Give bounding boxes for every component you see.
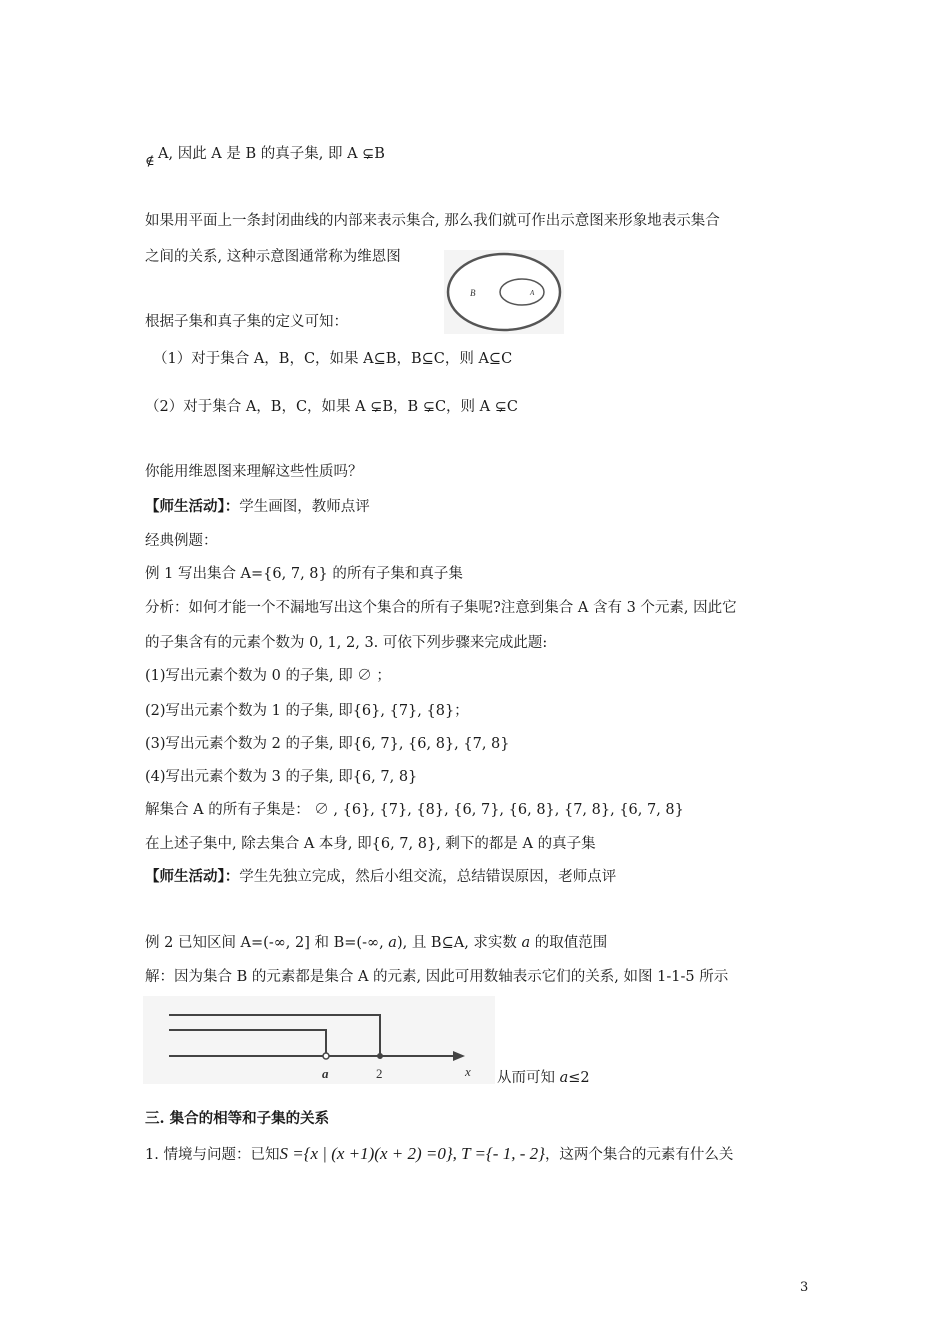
text-line-4: 根据子集和真子集的定义可知： xyxy=(145,314,348,330)
section-heading: 三. 集合的相等和子集的关系 xyxy=(145,1110,330,1127)
text-line-10: 例 1 写出集合 A={6, 7, 8} 的所有子集和真子集 xyxy=(145,566,463,582)
closed-point-2 xyxy=(377,1053,383,1059)
text-line-21: 解：因为集合 B 的元素都是集合 A 的元素, 因此可用数轴表示它们的关系, 如图 1-1-5 所示 xyxy=(145,969,729,985)
text-line-15: (3)写出元素个数为 2 的子集, 即{6, 7}, {6, 8}, {7, 8} xyxy=(145,736,510,752)
text-line-14: (2)写出元素个数为 1 的子集, 即{6}, {7}, {8}； xyxy=(145,703,469,719)
text-line-2: 如果用平面上一条封闭曲线的内部来表示集合, 那么我们就可作出示意图来形象地表示集合 xyxy=(145,213,720,229)
text-line-5: （1）对于集合 A，B，C，如果 A⊆B，B⊆C，则 A⊆C xyxy=(153,351,513,367)
text-line-7: 你能用维恩图来理解这些性质吗？ xyxy=(145,464,363,480)
text-line-6: （2）对于集合 A，B，C，如果 A ⊊B，B ⊊C，则 A ⊊C xyxy=(145,399,518,415)
activity-label: 【师生活动】： xyxy=(145,498,240,515)
text-line-20: 例 2 已知区间 A=(-∞, 2] 和 B=(-∞, a), 且 B⊆A, 求实数 a 的取值范围 xyxy=(145,935,608,951)
text-line-19: 【师生活动】：学生先独立完成，然后小组交流，总结错误原因，老师点评 xyxy=(145,868,617,885)
math-expression: S ={x | (x +1)(x + 2) =0}, T ={- 1, - 2} xyxy=(279,1144,545,1163)
venn-label-A: A xyxy=(530,289,535,297)
venn-inner-set-A xyxy=(500,279,544,305)
venn-label-B: B xyxy=(470,288,476,298)
text-line-3: 之间的关系, 这种示意图通常称为维恩图 xyxy=(145,249,401,265)
text-line-11: 分析：如何才能一个不漏地写出这个集合的所有子集呢?注意到集合 A 含有 3 个元素, 因此它 xyxy=(145,600,737,616)
text-line-8: 【师生活动】：学生画图，教师点评 xyxy=(145,498,370,515)
text-line-12: 的子集含有的元素个数为 0, 1, 2, 3. 可依下列步骤来完成此题: xyxy=(145,635,548,651)
venn-diagram xyxy=(444,250,564,334)
activity-label-2: 【师生活动】： xyxy=(145,868,240,885)
text-line-24: 1. 情境与问题：已知S ={x | (x +1)(x + 2) =0}, T ={- 1, - 2}，这两个集合的元素有什么关 xyxy=(145,1144,734,1163)
open-point-a xyxy=(323,1053,329,1059)
tick-label-a: a xyxy=(322,1066,329,1081)
not-element-symbol: ∉ xyxy=(145,154,155,169)
text-line-18: 在上述子集中, 除去集合 A 本身, 即{6, 7, 8}, 剩下的都是 A 的真子集 xyxy=(145,836,596,852)
text-line-17: 解集合 A 的所有子集是： ∅ , {6}, {7}, {8}, {6, 7}, {6, 8}, {7, 8}, {6, 7, 8} xyxy=(145,802,684,818)
tick-label-2: 2 xyxy=(376,1066,383,1081)
axis-label-x: x xyxy=(465,1064,471,1079)
text-line-13: (1)写出元素个数为 0 的子集, 即 ∅ ； xyxy=(145,668,391,684)
page-number: 3 xyxy=(800,1280,809,1295)
text-line-22: 从而可知 a≤2 xyxy=(497,1070,590,1086)
text-line-16: (4)写出元素个数为 3 的子集, 即{6, 7, 8} xyxy=(145,769,418,785)
text-line-9: 经典例题： xyxy=(145,533,218,549)
number-line-figure xyxy=(143,996,495,1084)
text-line-1: A, 因此 A 是 B 的真子集, 即 A ⊊B xyxy=(158,146,385,162)
